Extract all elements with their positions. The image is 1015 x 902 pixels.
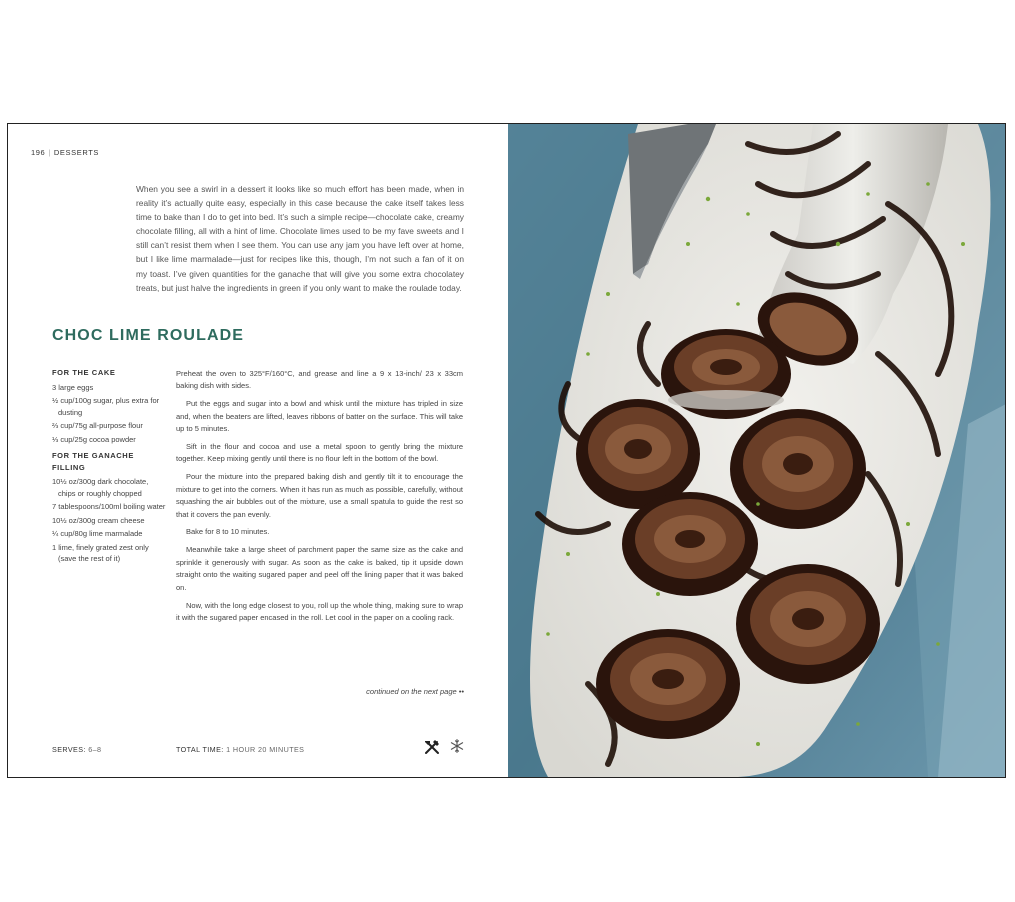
page-number: 196	[31, 148, 46, 157]
ingredient-item: 7 tablespoons/100ml boiling water	[52, 502, 166, 511]
roulade-photo-illustration	[508, 124, 1006, 777]
ingredient-group-heading: FOR THE CAKE	[52, 368, 116, 377]
page-header: 196 | DESSERTS	[31, 148, 99, 157]
recipe-title: CHOC LIME ROULADE	[52, 327, 245, 344]
section-name: DESSERTS	[53, 148, 99, 157]
method-step: Pour the mixture into the prepared baking dish and gently tilt it to encourage the mixture to get into the corners. When it has run as much as possible, carefully, without squashing the air bubbles out of the mixture, use a small spatula to guide the rest so that it covers the pan evenly.	[176, 472, 463, 519]
ingredient-item: ⅔ cup/75g all-purpose flour	[52, 421, 143, 430]
ingredient-item: ¼ cup/80g lime marmalade	[52, 529, 143, 538]
ingredient-group-heading: FOR THE GANACHE FILLING	[52, 451, 134, 472]
method-steps	[176, 368, 463, 630]
snowflake-icon	[449, 738, 465, 754]
ingredient-item: ½ cup/100g sugar, plus extra for dusting	[52, 396, 160, 417]
total-time-label: TOTAL TIME:	[176, 745, 224, 754]
method-step: Meanwhile take a large sheet of parchment paper the same size as the cake and sprinkle it generously with sugar. As soon as the cake is baked, tip it upside down straight onto the waiting sugared paper and peel off the lining paper that it was baked on.	[176, 545, 463, 592]
continued-note: continued on the next page ••	[366, 687, 464, 696]
serves-info	[52, 745, 101, 754]
total-time-value: 1 HOUR 20 MINUTES	[226, 745, 305, 754]
ingredient-item: 10½ oz/300g dark chocolate, chips or roughly chopped	[52, 477, 149, 498]
method-step: Put the eggs and sugar into a bowl and whisk until the mixture has tripled in size and, when the beaters are lifted, leaves ribbons of batter on the surface. This will take up to 5 minutes.	[176, 399, 463, 434]
recipe-page	[8, 124, 508, 777]
intro-paragraph: When you see a swirl in a dessert it looks like so much effort has been made, when in reality it’s actually quite easy, especially in this case because the cake itself takes less time to bake than I do to get into bed. It’s such a simple recipe—chocolate cake, creamy chocolate filling, all with a hint of lime. Chocolate limes used to be my fave sweets and I still can’t resist them when I see them. You can use any jam you have left over at home, but I like lime marmalade—just for recipes like this, though, I’m not such a fan of it on my toast. I’ve given quantities for the ganache that will give you some extra chocolatey treats, but just halve the ingredients in green if you only want to make the roulade today.	[136, 184, 464, 293]
method-step: Preheat the oven to 325°F/160°C, and grease and line a 9 x 13-inch/ 23 x 33cm baking dish with sides.	[176, 369, 463, 391]
serves-label: SERVES:	[52, 745, 86, 754]
book-spread	[7, 123, 1006, 778]
method-step: Sift in the flour and cocoa and use a metal spoon to gently bring the mixture together. Keep mixing gently until there is no flour left in the bottom of the bowl.	[176, 442, 463, 464]
ingredients-list	[52, 367, 167, 567]
ingredient-item: 10½ oz/300g cream cheese	[52, 515, 145, 525]
total-time-info	[176, 745, 304, 754]
roulade-photo	[508, 124, 1006, 777]
method-step: Bake for 8 to 10 minutes.	[186, 527, 270, 537]
utensils-icon	[423, 738, 441, 756]
ingredient-item: 1 lime, finely grated zest only (save the rest of it)	[52, 542, 149, 563]
serves-value: 6–8	[88, 745, 102, 754]
ingredient-item: ⅓ cup/25g cocoa powder	[52, 434, 136, 444]
ingredient-item: 3 large eggs	[52, 382, 94, 392]
method-step: Now, with the long edge closest to you, roll up the whole thing, making sure to wrap it with the sugared paper encased in the roll. Let cool in the paper on a cooling rack.	[176, 600, 463, 622]
